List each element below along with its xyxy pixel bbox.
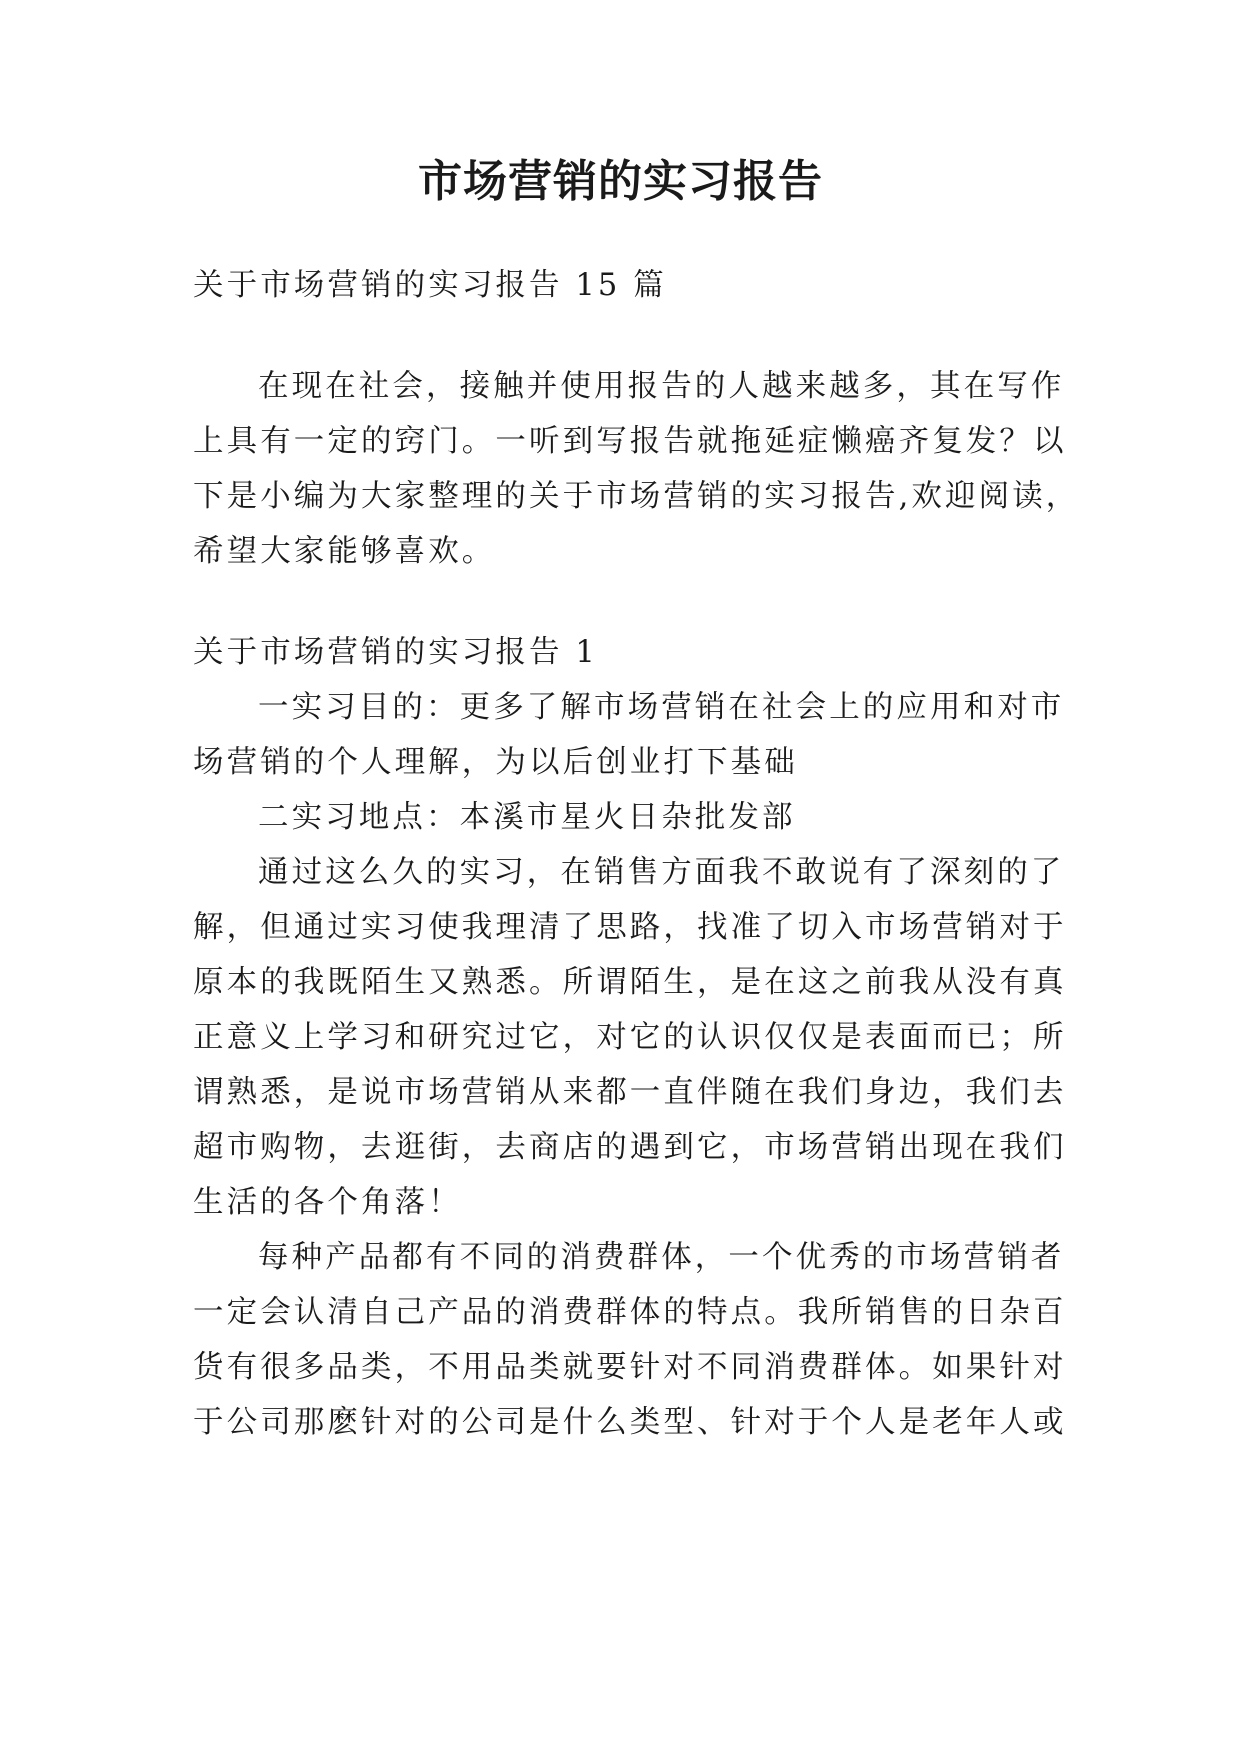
purpose-line: 场营销的个人理解，为以后创业打下基础 xyxy=(193,745,798,780)
paragraph-line: 谓熟悉，是说市场营销从来都一直伴随在我们身边，我们去 xyxy=(193,1075,1067,1110)
paragraph-line: 通过这么久的实习，在销售方面我不敢说有了深刻的了 xyxy=(258,855,1065,890)
intro-line: 上具有一定的窍门。一听到写报告就拖延症懒癌齐复发？以 xyxy=(193,424,1067,459)
paragraph-line: 原本的我既陌生又熟悉。所谓陌生，是在这之前我从没有真 xyxy=(193,965,1067,1000)
paragraph-line: 货有很多品类，不用品类就要针对不同消费群体。如果针对 xyxy=(193,1350,1067,1385)
intro-line: 下是小编为大家整理的关于市场营销的实习报告,欢迎阅读， xyxy=(193,479,1080,514)
paragraph-line: 每种产品都有不同的消费群体，一个优秀的市场营销者 xyxy=(258,1240,1065,1275)
paragraph-line: 正意义上学习和研究过它，对它的认识仅仅是表面而已；所 xyxy=(193,1020,1067,1055)
document-subtitle: 关于市场营销的实习报告 15 篇 xyxy=(193,268,667,303)
paragraph-line: 于公司那麽针对的公司是什么类型、针对于个人是老年人或 xyxy=(193,1405,1067,1440)
paragraph-line: 解，但通过实习使我理清了思路，找准了切入市场营销对于 xyxy=(193,910,1067,945)
document-title: 市场营销的实习报告 xyxy=(418,156,823,207)
section-heading: 关于市场营销的实习报告 1 xyxy=(193,635,598,670)
intro-line: 在现在社会，接触并使用报告的人越来越多，其在写作 xyxy=(258,369,1065,404)
paragraph-line: 超市购物，去逛街，去商店的遇到它，市场营销出现在我们 xyxy=(193,1130,1067,1165)
paragraph-line: 一定会认清自己产品的消费群体的特点。我所销售的日杂百 xyxy=(193,1295,1067,1330)
intro-line: 希望大家能够喜欢。 xyxy=(193,534,496,569)
purpose-line: 一实习目的：更多了解市场营销在社会上的应用和对市 xyxy=(258,690,1065,725)
paragraph-line: 生活的各个角落！ xyxy=(193,1185,462,1220)
location-line: 二实习地点：本溪市星火日杂批发部 xyxy=(258,800,796,835)
